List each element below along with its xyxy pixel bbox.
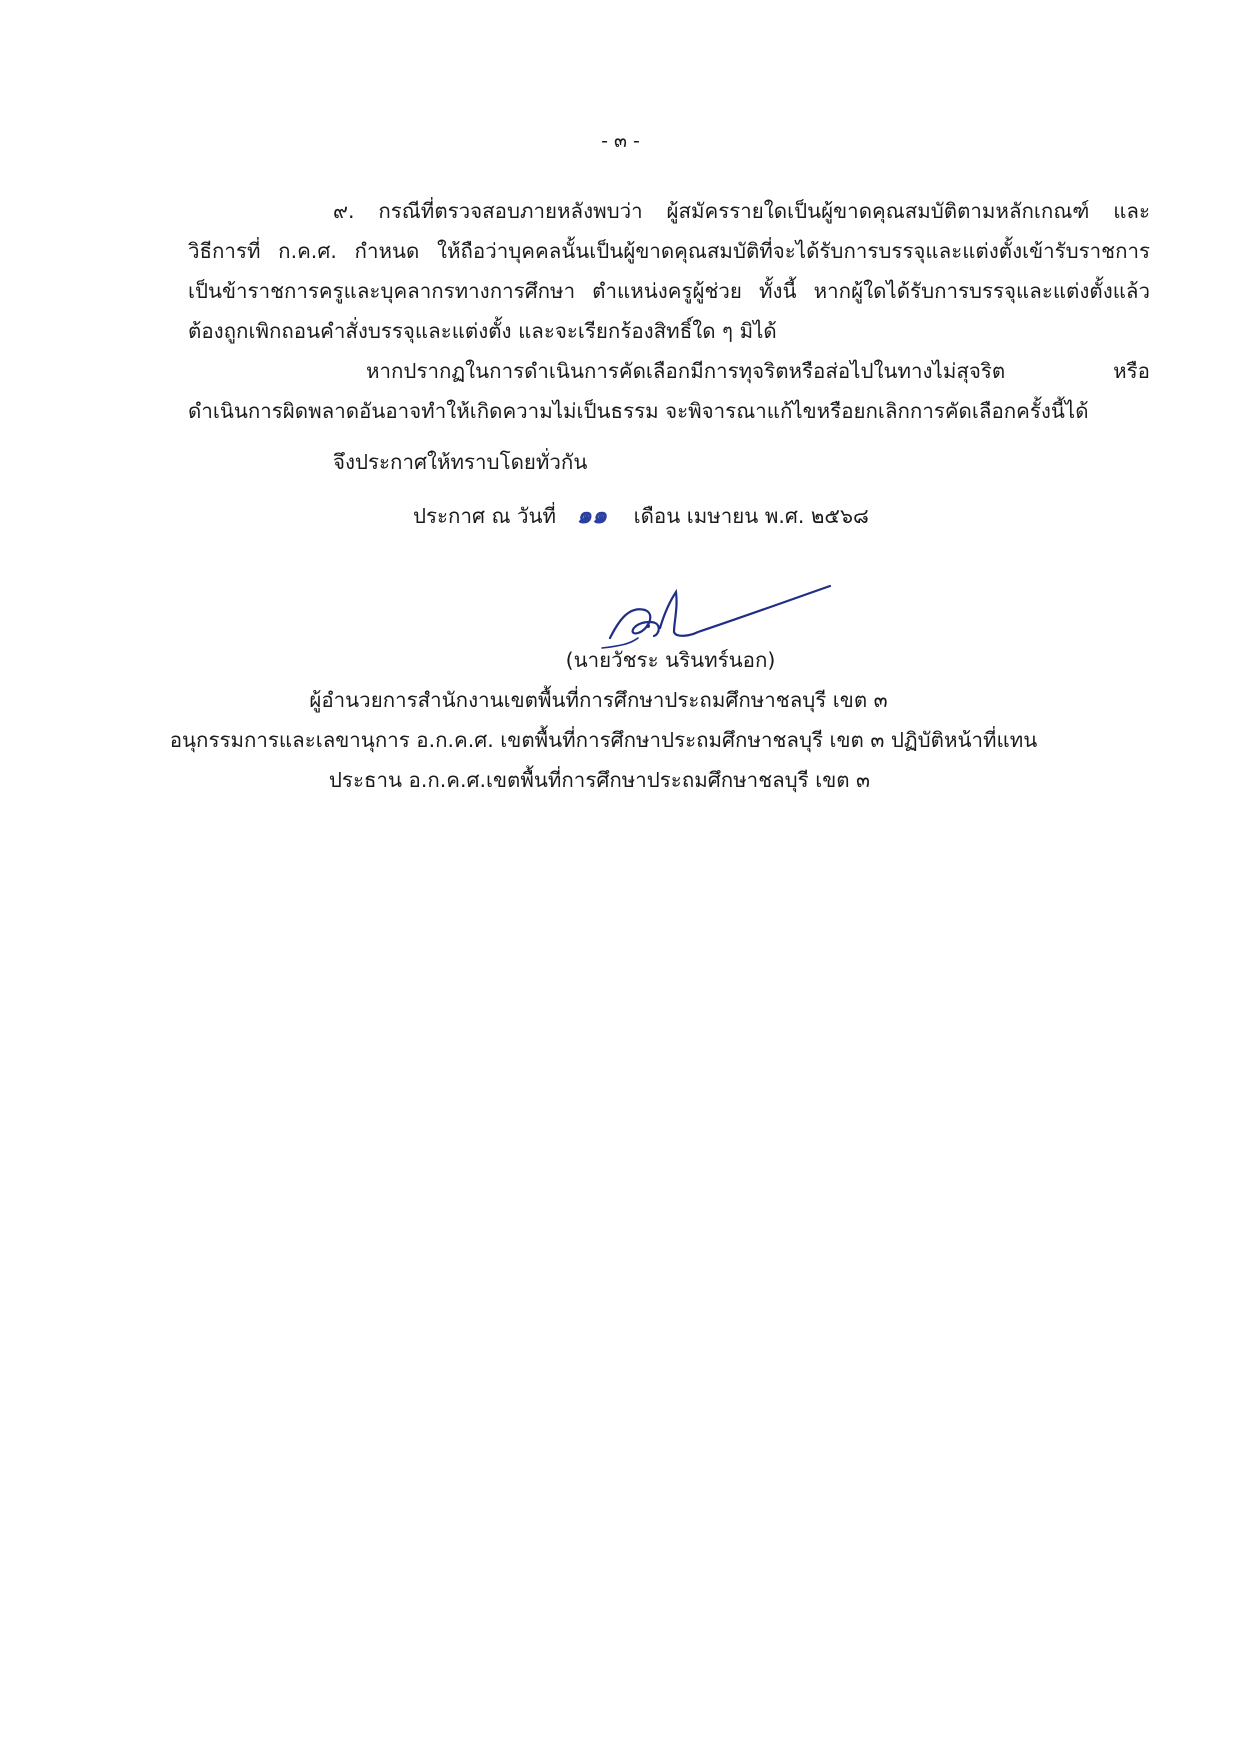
- date-suffix: เดือน เมษายน พ.ศ. ๒๕๖๘: [633, 504, 869, 528]
- page-number: - ๓ -: [601, 130, 640, 152]
- date-day-handwritten: ๑๑: [576, 501, 608, 529]
- announce-date: [413, 500, 869, 531]
- signer-position-2: อนุกรรมการและเลขานุการ อ.ก.ค.ศ. เขตพื้นที่การศึกษาประถมศึกษาชลบุรี เขต ๓ ปฏิบัติหน้าที่แทน: [169, 728, 1038, 752]
- para9-line3: เป็นข้าราชการครูและบุคลากรทางการศึกษา ตำแหน่งครูผู้ช่วย ทั้งนี้ หากผู้ใดได้รับการบรรจุและแต่งตั้งแล้ว: [188, 279, 1150, 303]
- para9-line4: ต้องถูกเพิกถอนคำสั่งบรรจุและแต่งตั้ง และจะเรียกร้องสิทธิ์ใด ๆ มิได้: [188, 319, 777, 343]
- date-prefix: ประกาศ ณ วันที่: [413, 504, 557, 528]
- para9-line1: ๙. กรณีที่ตรวจสอบภายหลังพบว่า ผู้สมัครรายใดเป็นผู้ขาดคุณสมบัติตามหลักเกณฑ์ และ: [333, 199, 1150, 223]
- signer-position-3: ประธาน อ.ก.ค.ศ.เขตพื้นที่การศึกษาประถมศึกษาชลบุรี เขต ๓: [328, 768, 871, 792]
- fraud-line2: ดำเนินการผิดพลาดอันอาจทำให้เกิดความไม่เป็นธรรม จะพิจารณาแก้ไขหรือยกเลิกการคัดเลือกครั้งนี้ได้: [188, 399, 1089, 423]
- para9-line2: วิธีการที่ ก.ค.ศ. กำหนด ให้ถือว่าบุคคลนั้นเป็นผู้ขาดคุณสมบัติที่จะได้รับการบรรจุและแต่งตั้งเข้ารับราชการ: [188, 239, 1150, 263]
- signer-position-1: ผู้อำนวยการสำนักงานเขตพื้นที่การศึกษาประถมศึกษาชลบุรี เขต ๓: [309, 688, 888, 712]
- announce-text: จึงประกาศให้ทราบโดยทั่วกัน: [333, 450, 588, 474]
- signature-graphic: [590, 578, 840, 650]
- fraud-line1: หากปรากฏในการดำเนินการคัดเลือกมีการทุจริตหรือส่อไปในทางไม่สุจริต หรือ: [366, 359, 1150, 383]
- signer-name: (นายวัชระ นรินทร์นอก): [565, 648, 776, 672]
